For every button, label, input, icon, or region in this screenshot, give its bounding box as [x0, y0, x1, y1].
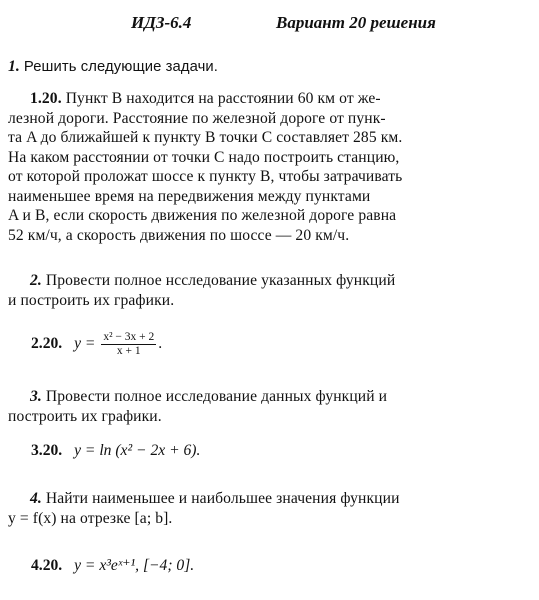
variant-title: Вариант 20 решения — [276, 13, 436, 32]
task-2-line: и построить их графики. — [8, 291, 175, 309]
fraction-denominator: x + 1 — [116, 345, 141, 357]
problem-2-20-tail: . — [158, 335, 163, 353]
task-1-line: На каком расстоянии от точки C надо построить станцию, — [8, 148, 400, 166]
problem-4-20 — [31, 556, 194, 576]
task-3-text — [8, 387, 528, 426]
task-4-line: y = f(x) на отрезке [a; b]. — [8, 509, 173, 527]
problem-3-20-formula: y = ln (x² − 2x + 6). — [74, 442, 201, 459]
task-1-line: от которой проложат шоссе к пункту B, чтобы затрачивать — [8, 168, 403, 185]
task-1-heading — [8, 57, 528, 78]
task-1-line: наименьшее время на передвижения между пунктами — [8, 187, 371, 205]
task-2-number: 2. — [30, 272, 42, 289]
document-header — [0, 13, 539, 39]
task-3-number: 3. — [30, 388, 42, 405]
task-4-line: 4. Найти наименьшее и наибольшее значения функции — [30, 490, 400, 507]
task-1-line: 1.20. Пункт B находится на расстоянии 60 км от же- — [30, 90, 381, 107]
task-3-line: 3. Провести полное исследование данных функций и — [30, 388, 388, 405]
task-1-line: 52 км/ч, а скорость движения по шоссе — 20 км/ч. — [8, 226, 350, 244]
problem-2-20-lhs: y = — [74, 335, 96, 353]
problem-4-20-number: 4.20. — [31, 557, 63, 574]
task-1-number: 1. — [8, 58, 20, 75]
task-1-line: лезной дороги. Расстояние по железной дороге от пунк- — [8, 109, 386, 127]
task-3-line: построить их графики. — [8, 407, 162, 425]
problem-2-20-number: 2.20. — [31, 335, 63, 353]
task-1-line: A и B, если скорость движения по железной дороге равна — [8, 207, 397, 224]
task-1-line: та A до ближайшей к пункту B точки C составляет 285 км. — [8, 129, 403, 146]
task-4-text — [8, 489, 528, 528]
task-2-line: 2. Провести полное нсследование указанных функций — [30, 272, 396, 289]
problem-3-20-number: 3.20. — [31, 442, 63, 459]
fraction-numerator: x² − 3x + 2 — [103, 331, 155, 343]
problem-2-20 — [31, 331, 162, 358]
task-4-number: 4. — [30, 490, 42, 507]
problem-3-20 — [31, 441, 200, 461]
task-2-text — [8, 271, 528, 310]
task-1-text — [8, 89, 528, 245]
assignment-code: ИДЗ-6.4 — [131, 13, 192, 32]
fraction — [101, 331, 156, 358]
problem-4-20-formula: y = x³eˣ⁺¹, [−4; 0]. — [74, 557, 195, 574]
task-1-title: Решить следующие задачи. — [23, 59, 218, 75]
problem-1-20-number: 1.20. — [30, 90, 62, 107]
